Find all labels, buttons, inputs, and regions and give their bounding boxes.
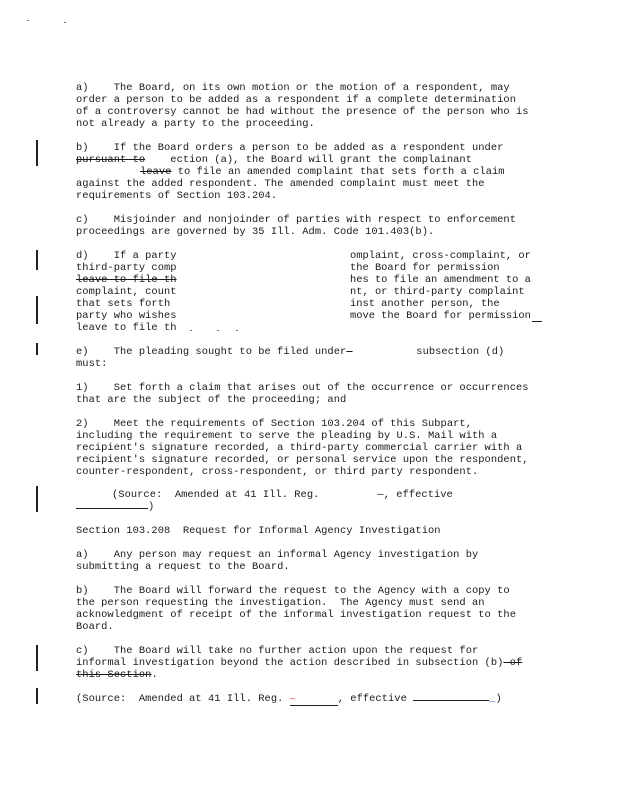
text-line: the Board for permission <box>350 262 500 274</box>
text-line: Board. <box>76 621 114 633</box>
text-line <box>76 154 472 166</box>
text-line: 2) Meet the requirements of Section 103.204 of this Subpart, <box>76 418 472 430</box>
change-bar <box>36 343 38 355</box>
text-line: order a person to be added as a respondent if a complete determination <box>76 94 516 106</box>
blank-line <box>413 700 489 701</box>
text-line <box>112 489 453 501</box>
struck-text: this Section <box>76 669 152 681</box>
text-line: inst another person, the <box>350 298 500 310</box>
text-line: 1) Set forth a claim that arises out of the occurrence or occurrences <box>76 382 529 394</box>
struck-text: of <box>503 657 523 669</box>
text-line <box>140 166 505 178</box>
text-span: (Source: Amended at 41 Ill. Reg. <box>112 489 320 501</box>
text-line <box>76 669 158 681</box>
text-line: omplaint, cross-complaint, or <box>350 250 531 262</box>
struck-blank <box>346 346 416 358</box>
text-line: must: <box>76 358 108 370</box>
text-line: c) The Board will take no further action upon the request for <box>76 645 479 657</box>
text-span: (Source: Amended at 41 Ill. Reg. <box>76 693 284 705</box>
text-line: d) If a party <box>76 250 177 262</box>
text-span: ection (a), the Board will grant the complainant <box>145 154 472 166</box>
text-line: hes to file an amendment to a <box>350 274 531 286</box>
scan-speck <box>64 22 66 23</box>
scan-speck <box>217 330 219 331</box>
text-line: b) The Board will forward the request to the Agency with a copy to <box>76 585 510 597</box>
text-line: third-party comp <box>76 262 177 274</box>
text-span: e) The pleading sought to be filed under <box>76 346 347 358</box>
scan-speck <box>27 20 29 21</box>
text-span: ) <box>495 693 502 705</box>
text-span: to file an amended complaint that sets forth a claim <box>171 166 505 178</box>
change-bar <box>36 688 38 704</box>
text-span: —, effective <box>377 489 453 501</box>
text-span: subsection (d) <box>416 346 505 358</box>
text-line: including the requirement to serve the pleading by U.S. Mail with a <box>76 430 498 442</box>
scan-speck <box>190 330 192 331</box>
source-note-2 <box>76 693 502 706</box>
text-line: complaint, count <box>76 286 177 298</box>
text-line: move the Board for permission <box>350 310 531 322</box>
change-bar <box>36 296 38 324</box>
text-line <box>76 501 154 513</box>
text-line: that sets forth <box>76 298 171 310</box>
text-line: requirements of Section 103.204. <box>76 190 278 202</box>
blank-line <box>290 693 338 706</box>
text-line: c) Misjoinder and nonjoinder of parties with respect to enforcement <box>76 214 516 226</box>
text-span: informal investigation beyond the action described in subsection (b) <box>76 657 504 669</box>
change-bar <box>36 250 38 270</box>
text-line: that are the subject of the proceeding; and <box>76 394 347 406</box>
text-line: b) If the Board orders a person to be added as a respondent under <box>76 142 504 154</box>
struck-text: leave <box>140 166 172 178</box>
text-line: not already a party to the proceeding. <box>76 118 315 130</box>
text-line: submitting a request to the Board. <box>76 561 290 573</box>
text-line: leave to file th <box>76 274 177 286</box>
text-line: acknowledgment of receipt of the informal investigation request to the <box>76 609 516 621</box>
change-bar <box>36 645 38 671</box>
change-bar <box>36 140 38 166</box>
text-line: a) Any person may request an informal Agency investigation by <box>76 549 479 561</box>
text-line: of a controversy cannot be had without the presence of the person who is <box>76 106 529 118</box>
text-line: recipient's signature recorded, a third-party commercial carrier with a <box>76 442 523 454</box>
text-line: against the added respondent. The amended complaint must meet the <box>76 178 485 190</box>
text-line: nt, or third-party complaint <box>350 286 525 298</box>
change-bar <box>36 486 38 512</box>
text-span: ) <box>148 501 155 513</box>
text-span: , effective <box>337 693 407 705</box>
text-line: the person requesting the investigation. The Agency must send an <box>76 597 485 609</box>
text-line: counter-respondent, cross-respondent, or third party respondent. <box>76 466 479 478</box>
text-line: recipient's signature recorded, or personal service upon the respondent, <box>76 454 529 466</box>
scan-speck <box>236 330 238 331</box>
blue-mark: _ <box>489 693 496 705</box>
red-mark: — <box>289 694 296 704</box>
text-line: party who wishes <box>76 310 177 322</box>
struck-text: pursuant to <box>76 154 146 166</box>
text-span: . <box>151 669 158 681</box>
text-line: proceedings are governed by 35 Ill. Adm. Code 101.403(b). <box>76 226 435 238</box>
blank-line <box>76 508 148 509</box>
text-line: leave to file th <box>76 322 177 334</box>
text-line: a) The Board, on its own motion or the motion of a respondent, may <box>76 82 510 94</box>
blank-line <box>532 321 542 322</box>
text-line <box>76 346 504 358</box>
text-line <box>76 657 522 669</box>
section-heading: Section 103.208 Request for Informal Agency Investigation <box>76 525 441 537</box>
